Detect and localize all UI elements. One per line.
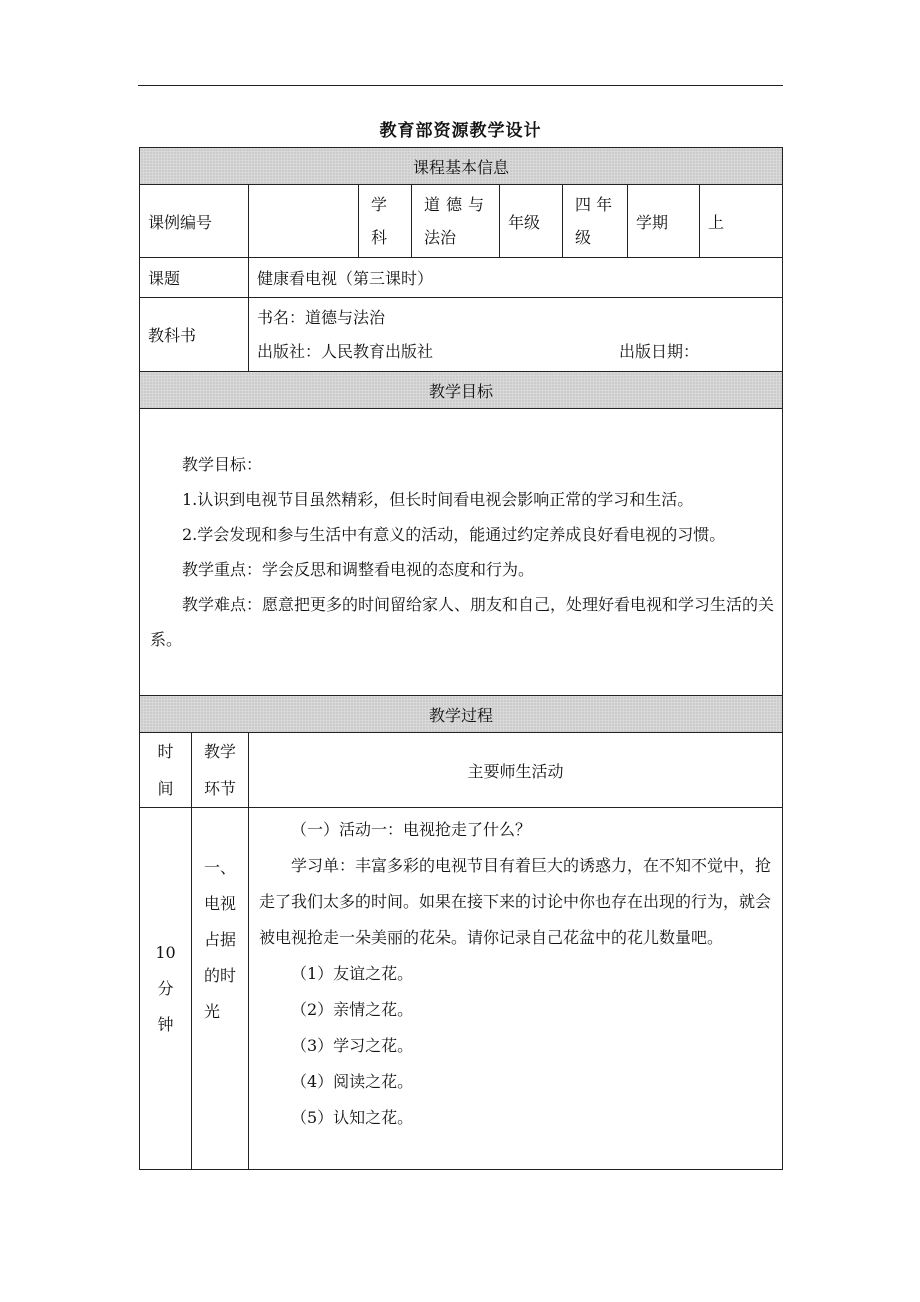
flower-item: （5）认知之花。 bbox=[291, 1108, 414, 1127]
grade-value-line: 四 年 bbox=[575, 195, 613, 214]
grade-value-line: 级 bbox=[575, 228, 592, 247]
objectives-content bbox=[140, 409, 783, 696]
section-band-process: 教学过程 bbox=[140, 696, 783, 733]
subject-value-line: 法治 bbox=[424, 228, 457, 247]
process-stage-line: 电视 bbox=[204, 894, 237, 913]
section-band-objectives: 教学目标 bbox=[140, 372, 783, 409]
process-time-line: 10 bbox=[155, 942, 176, 962]
col-header-stage-line: 教学 bbox=[203, 742, 236, 761]
col-header-time bbox=[140, 733, 192, 808]
process-stage-line: 一、 bbox=[204, 858, 237, 877]
process-stage-line: 占据 bbox=[204, 930, 237, 949]
textbook-label: 教科书 bbox=[140, 298, 249, 372]
activity-title: （一）活动一：电视抢走了什么？ bbox=[291, 820, 532, 839]
col-header-stage-line: 环节 bbox=[203, 779, 236, 798]
course-code-label: 课例编号 bbox=[140, 185, 249, 258]
key-point: 教学重点：学会反思和调整看电视的态度和行为。 bbox=[182, 560, 535, 579]
objective-item: 2.学会发现和参与生活中有意义的活动，能通过约定养成良好看电视的习惯。 bbox=[182, 525, 726, 544]
term-value: 上 bbox=[700, 185, 783, 258]
textbook-info bbox=[249, 298, 783, 372]
process-time-line: 分 bbox=[157, 978, 174, 998]
lesson-plan-table bbox=[139, 147, 783, 1170]
textbook-publisher-line bbox=[257, 335, 782, 369]
process-stage bbox=[192, 808, 249, 1170]
process-activity bbox=[249, 808, 783, 1170]
section-band-basic-info: 课程基本信息 bbox=[140, 148, 783, 185]
objectives-heading: 教学目标： bbox=[182, 455, 263, 474]
header-rule bbox=[138, 85, 783, 86]
topic-value: 健康看电视（第三课时） bbox=[249, 258, 783, 298]
process-stage-line: 的时 bbox=[204, 966, 237, 985]
grade-label: 年级 bbox=[500, 185, 563, 258]
subject-value bbox=[412, 185, 500, 258]
subject-label-line: 学 bbox=[371, 195, 388, 214]
process-time-line: 钟 bbox=[157, 1014, 174, 1034]
flower-item: （4）阅读之花。 bbox=[291, 1072, 414, 1091]
flower-item: （1）友谊之花。 bbox=[291, 964, 414, 983]
process-stage-line: 光 bbox=[204, 1002, 221, 1021]
objective-item: 1.认识到电视节目虽然精彩，但长时间看电视会影响正常的学习和生活。 bbox=[182, 490, 694, 509]
subject-value-line: 道德与 bbox=[424, 195, 491, 214]
course-code-value bbox=[249, 185, 359, 258]
grade-value bbox=[563, 185, 628, 258]
textbook-publish-date: 出版日期： bbox=[619, 341, 700, 361]
col-header-time-line: 时 bbox=[157, 742, 174, 761]
term-label: 学期 bbox=[628, 185, 700, 258]
topic-label: 课题 bbox=[140, 258, 249, 298]
col-header-stage bbox=[192, 733, 249, 808]
activity-worksheet: 学习单：丰富多彩的电视节目有着巨大的诱惑力，在不知不觉中，抢走了我们太多的时间。如果在接下来的讨论中你也存在出现的行为，就会被电视抢走一朵美丽的花朵。请你记录自己花盆中的花儿数量吧。 bbox=[259, 856, 772, 947]
flower-item: （2）亲情之花。 bbox=[291, 1000, 414, 1019]
textbook-publisher: 出版社：人民教育出版社 bbox=[257, 341, 434, 361]
flower-item: （3）学习之花。 bbox=[291, 1036, 414, 1055]
process-time bbox=[140, 808, 192, 1170]
col-header-activity: 主要师生活动 bbox=[249, 733, 783, 808]
difficulty-point: 教学难点：愿意把更多的时间留给家人、朋友和自己，处理好看电视和学习生活的关系。 bbox=[150, 595, 775, 649]
subject-label bbox=[359, 185, 412, 258]
subject-label-line: 科 bbox=[371, 228, 388, 247]
col-header-time-line: 间 bbox=[157, 779, 174, 798]
document-title: 教育部资源教学设计 bbox=[379, 121, 542, 141]
textbook-name: 书名：道德与法治 bbox=[257, 307, 386, 327]
